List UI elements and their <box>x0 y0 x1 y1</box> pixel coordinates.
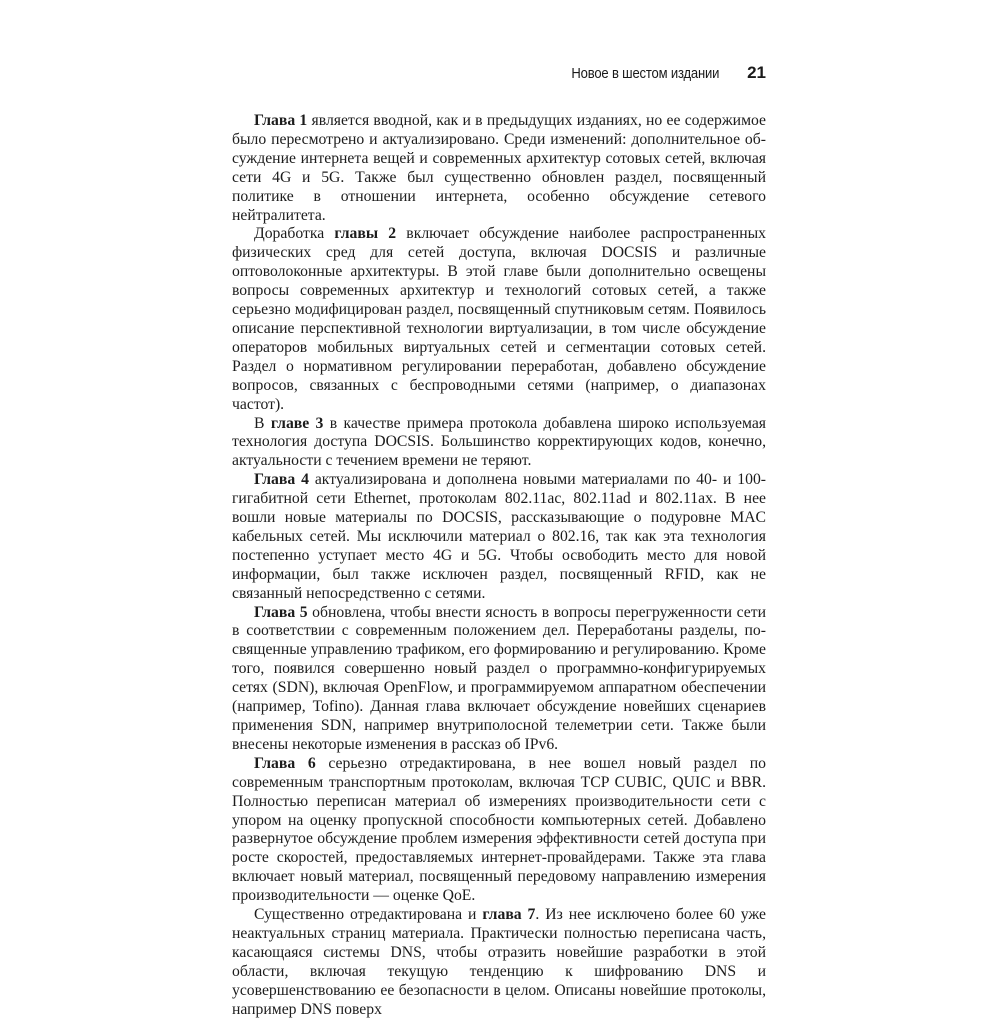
chapter-ref: Глава 4 <box>254 471 309 489</box>
paragraph-text: . Из нее исключено более 60 уже неактуальных страниц материала. Практически полностью переписана часть, касающаяся системы DNS, чтобы отразить новейшие разработки в этой области, включая текущую тенденцию к шифрованию DNS и усовершенствованию ее безопасности в целом. Описаны новейшие протоколы, например DNS поверх <box>232 906 767 1018</box>
paragraph <box>232 471 766 603</box>
paragraph-text: является вводной, как и в предыдущих изданиях, но ее содержимое было пересмотрено и актуализировано. Среди изменений: дополнительное обсуждение интернета вещей и современных архитектур сотовых сетей, включая сети 4G и 5G. Также был существенно обновлен раздел, посвященный политике в отношении интернета, особенно обсуждение сетевого нейтралитета. <box>232 112 767 224</box>
section-title: Новое в шестом издании <box>571 66 720 82</box>
paragraph-text: актуализирована и дополнена новыми материалами по 40- и 100-гигабитной сети Ethernet, протоколам 802.11ac, 802.11ad и 802.11ax. В нее вошли новые материалы по DOCSIS, рассказывающие о подуровне MAC кабельных сетей. Мы исключили материал о 802.16, так как эта технология постепенно уступает место 4G и 5G. Чтобы освободить место для новой информации, был также исключен раздел, посвященный RFID, как не связанный непосредственно с сетями. <box>232 471 767 602</box>
paragraph-text: серьезно отредактирована, в нее вошел новый раздел по современным транспортным протоколам, включая TCP CUBIC, QUIC и BBR. Полностью переписан материал об измерениях производительности сети с упором на оценку пропускной способности компьютерных сетей. Добавлено развернутое обсуждение проблем измерения эффективности сетей доступа при росте скоростей, предоставляемых интернет-провайдерами. Также эта глава включает новый материал, посвященный передовому направлению измерения производительности — оценке QoE. <box>232 754 766 905</box>
paragraph-text: обновлена, чтобы внести ясность в вопросы перегруженности сети в соответствии с современным положением дел. Переработаны разделы, посвященные управлению трафиком, его формированию и регулированию. Кроме того, появился совершенно новый раздел о программно-конфигурируемых сетях (SDN), включая OpenFlow, и программируемом аппаратном обеспечении (например, Tofino). Данная глава включает обсуждение новейших сценариев применения SDN, например внутриполосной телеметрии сети. Также были внесены некоторые изменения в рассказ об IPv6. <box>232 603 767 753</box>
chapter-ref: главе 3 <box>270 414 324 432</box>
paragraph <box>232 225 766 414</box>
chapter-ref: Глава 5 <box>254 603 308 621</box>
paragraph-text: в качестве примера протокола добавлена широко используемая технология доступа DOCSIS. Большинство корректирующих кодов, конечно, актуальности с течением времени не теряют. <box>232 414 766 470</box>
paragraph <box>232 906 766 1019</box>
paragraph-text: включает обсуждение наиболее распространенных физических сред для сетей доступа, включая DOCSIS и различные оптоволоконные архитектуры. В этой главе были дополнительно освещены вопросы современных архитектур и технологий сотовых сетей, а также серьезно модифицирован раздел, посвященный спутниковым сетям. Появилось описание перспективной технологии виртуализации, в том числе обсуждение операторов мобильных виртуальных сетей и сегментации сотовых сетей. Раздел о нормативном регулировании переработан, добавлено обсуждение вопросов, связанных с беспроводными сетями (например, о диапазонах частот). <box>232 225 766 413</box>
paragraph <box>232 755 766 906</box>
paragraph <box>232 112 766 225</box>
chapter-ref: глава 7 <box>482 906 536 924</box>
paragraph-text: Существенно отредактирована и <box>254 906 483 924</box>
chapter-ref: Глава 1 <box>254 112 308 129</box>
paragraph-text: Доработка <box>254 225 335 243</box>
paragraph <box>232 415 766 472</box>
page-number: 21 <box>747 63 766 82</box>
paragraph <box>232 604 766 755</box>
chapter-ref: Глава 6 <box>254 754 316 772</box>
paragraph-text: В <box>254 414 271 432</box>
chapter-ref: главы 2 <box>334 225 397 243</box>
running-header <box>232 63 766 87</box>
body-text <box>232 112 766 1020</box>
